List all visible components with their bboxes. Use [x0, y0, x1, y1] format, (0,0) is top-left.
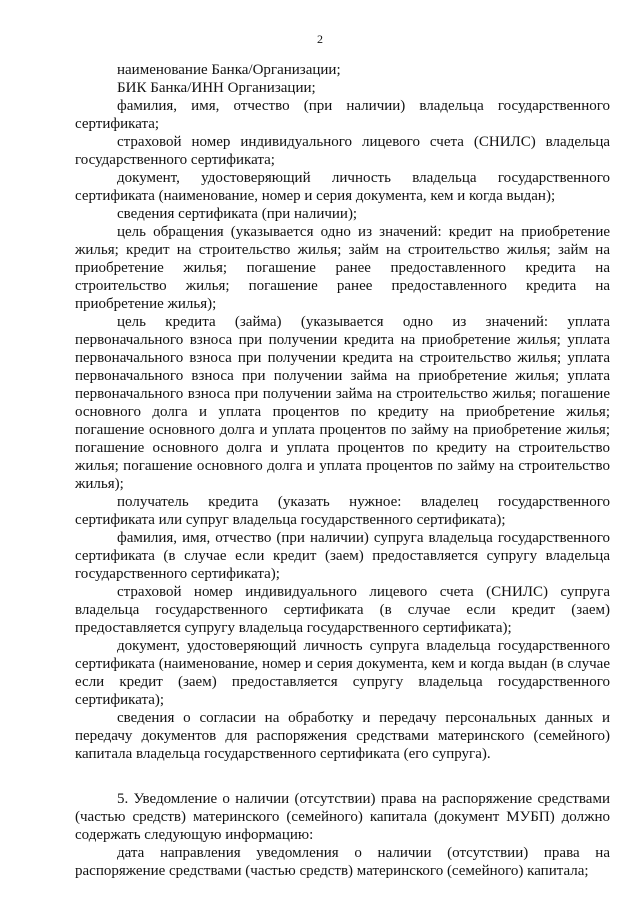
- paragraph-loan-recipient: получатель кредита (указать нужное: владелец государственного сертификата или супруг владельца государственного сертификата);: [75, 494, 610, 528]
- paragraph-owner-snils: страховой номер индивидуального лицевого счета (СНИЛС) владельца государственного сертификата;: [75, 134, 610, 168]
- paragraph-spouse-snils: страховой номер индивидуального лицевого счета (СНИЛС) супруга владельца государственного сертификата (в случае если кредит (заем) предоставляется супругу владельца государственного сертификата);: [75, 584, 610, 636]
- paragraph-loan-purpose: цель кредита (займа) (указывается одно из значений: уплата первоначального взноса при получении кредита на приобретение жилья; уплата первоначального взноса при получении кредита на строительство жилья; уплата первоначального взноса при получении займа на приобретение жилья; уплата первоначального взноса при получении займа на строительство жилья; погашение основного долга и уплата процентов по кредиту на приобретение жилья; погашение основного долга и уплата процентов по займу на приобретение жилья; погашение основного долга и уплата процентов по кредиту на строительство жилья; погашение основного долга и уплата процентов по займу на строительство жилья);: [75, 314, 610, 492]
- paragraph-consent: сведения о согласии на обработку и передачу персональных данных и передачу документов для распоряжения средствами материнского (семейного) капитала владельца государственного сертификата (его супруга).: [75, 710, 610, 762]
- paragraph-spouse-id-document: документ, удостоверяющий личность супруга владельца государственного сертификата (наименование, номер и серия документа, кем и когда выдан (в случае если кредит (заем) предоставляется супругу владельца государственного сертификата);: [75, 638, 610, 708]
- paragraph-spouse-name: фамилия, имя, отчество (при наличии) супруга владельца государственного сертификата (в случае если кредит (заем) предоставляется супругу владельца государственного сертификата);: [75, 530, 610, 582]
- paragraph-bank-name: наименование Банка/Организации;: [117, 62, 341, 78]
- paragraph-owner-id-document: документ, удостоверяющий личность владельца государственного сертификата (наименование, номер и серия документа, кем и когда выдан);: [75, 170, 610, 204]
- paragraph-certificate-info: сведения сертификата (при наличии);: [117, 206, 358, 222]
- paragraph-section-5: 5. Уведомление о наличии (отсутствии) права на распоряжение средствами (частью средств) материнского (семейного) капитала (документ МУБП) должно содержать следующую информацию:: [75, 791, 610, 843]
- document-body: [75, 61, 610, 880]
- page-number: 2: [317, 32, 323, 46]
- paragraph-owner-name: фамилия, имя, отчество (при наличии) владельца государственного сертификата;: [75, 98, 610, 132]
- paragraph-bik-inn: БИК Банка/ИНН Организации;: [117, 80, 316, 96]
- paragraph-notification-date: дата направления уведомления о наличии (отсутствии) права на распоряжение средствами (частью средств) материнского (семейного) капитала;: [75, 845, 610, 879]
- paragraph-request-purpose: цель обращения (указывается одно из значений: кредит на приобретение жилья; кредит на строительство жилья; займ на строительство жилья; займ на приобретение жилья; погашение ранее предоставленного кредита на строительство жилья; погашение ранее предоставленного кредита на приобретение жилья);: [75, 224, 610, 312]
